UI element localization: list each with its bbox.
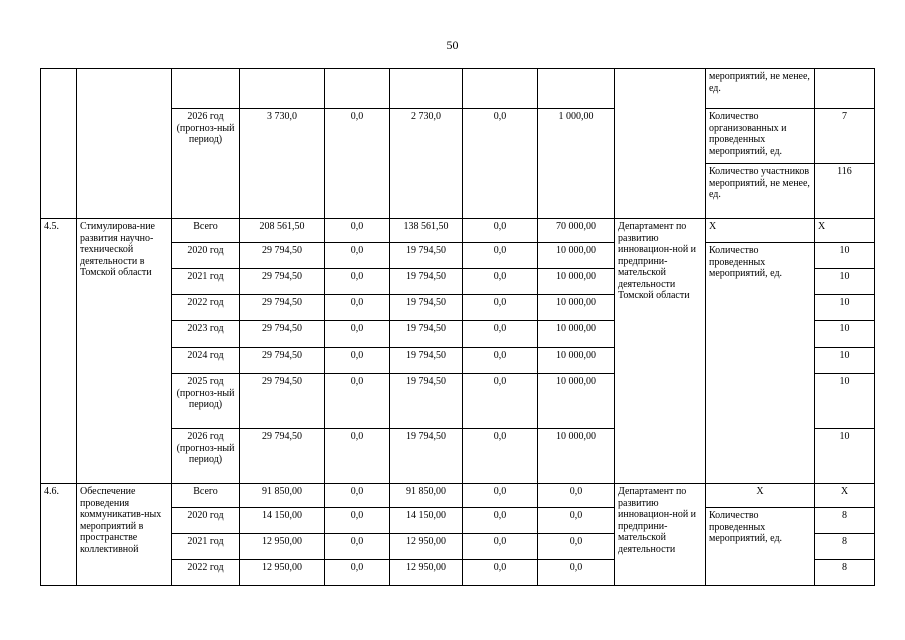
indicator-value: X: [815, 219, 875, 243]
indicator-cell: Количество проведенных мероприятий, ед.: [706, 508, 815, 586]
value-cell: 208 561,50: [240, 219, 325, 243]
value-cell: 0,0: [463, 243, 538, 269]
value-cell: 0,0: [463, 109, 538, 219]
value-cell: 0,0: [325, 243, 390, 269]
value-cell: 0,0: [463, 348, 538, 374]
section-name: Обеспечение проведения коммуникатив-ных мероприятий в пространстве коллективной: [77, 484, 172, 586]
value-cell: 91 850,00: [390, 484, 463, 508]
value-cell: 0,0: [463, 534, 538, 560]
value-cell: 0,0: [463, 508, 538, 534]
value-cell: 0,0: [463, 374, 538, 429]
value-cell: 14 150,00: [390, 508, 463, 534]
period-cell: 2026 год (прогноз-ный период): [172, 429, 240, 484]
indicator-value: 7: [815, 109, 875, 164]
value-cell: 0,0: [538, 484, 615, 508]
indicator-cell: Количество организованных и проведенных мероприятий, ед.: [706, 109, 815, 164]
value-cell: 0,0: [463, 321, 538, 348]
period-cell: 2024 год: [172, 348, 240, 374]
period-cell: 2020 год: [172, 243, 240, 269]
value-cell: 0,0: [325, 374, 390, 429]
value-cell: 19 794,50: [390, 243, 463, 269]
indicator-value: 10: [815, 348, 875, 374]
value-cell: 19 794,50: [390, 321, 463, 348]
value-cell: 29 794,50: [240, 374, 325, 429]
value-cell: 12 950,00: [390, 534, 463, 560]
indicator-value: X: [815, 484, 875, 508]
value-cell: 0,0: [325, 560, 390, 586]
value-cell: 10 000,00: [538, 243, 615, 269]
value-cell: 0,0: [325, 508, 390, 534]
indicator-value: 8: [815, 560, 875, 586]
period-cell: 2022 год: [172, 295, 240, 321]
value-cell: 29 794,50: [240, 243, 325, 269]
value-cell: 10 000,00: [538, 374, 615, 429]
indicator-cell: X: [706, 484, 815, 508]
indicator-value: 10: [815, 374, 875, 429]
period-cell: 2021 год: [172, 269, 240, 295]
period-cell: 2025 год (прогноз-ный период): [172, 374, 240, 429]
table-row: [41, 109, 875, 164]
indicator-cell: Количество участников мероприятий, не менее, ед.: [706, 164, 815, 219]
value-cell: 10 000,00: [538, 269, 615, 295]
value-cell: 19 794,50: [390, 269, 463, 295]
section-name: Стимулирова-ние развития научно-технической деятельности в Томской области: [77, 219, 172, 484]
section-number: 4.5.: [41, 219, 77, 484]
value-cell: 29 794,50: [240, 269, 325, 295]
value-cell: 10 000,00: [538, 429, 615, 484]
value-cell: 0,0: [463, 295, 538, 321]
value-cell: 0,0: [463, 269, 538, 295]
value-cell: 0,0: [325, 429, 390, 484]
value-cell: 19 794,50: [390, 374, 463, 429]
value-cell: 0,0: [463, 429, 538, 484]
indicator-value: 8: [815, 508, 875, 534]
value-cell: 29 794,50: [240, 348, 325, 374]
value-cell: 91 850,00: [240, 484, 325, 508]
value-cell: 138 561,50: [390, 219, 463, 243]
value-cell: 29 794,50: [240, 295, 325, 321]
value-cell: 10 000,00: [538, 295, 615, 321]
value-cell: 0,0: [325, 109, 390, 219]
program-table: [40, 68, 875, 586]
value-cell: 19 794,50: [390, 348, 463, 374]
period-cell: 2022 год: [172, 560, 240, 586]
period-cell: Всего: [172, 219, 240, 243]
value-cell: 14 150,00: [240, 508, 325, 534]
period-cell: 2020 год: [172, 508, 240, 534]
indicator-cell: Количество проведенных мероприятий, ед.: [706, 243, 815, 484]
value-cell: 0,0: [325, 321, 390, 348]
indicator-value: 8: [815, 534, 875, 560]
department-cell: Департамент по развитию инновацион-ной и предприни-мательской деятельности: [615, 484, 706, 586]
value-cell: 19 794,50: [390, 295, 463, 321]
period-cell: 2023 год: [172, 321, 240, 348]
indicator-cell: X: [706, 219, 815, 243]
value-cell: 0,0: [463, 219, 538, 243]
value-cell: 12 950,00: [240, 534, 325, 560]
table-row: [41, 219, 875, 243]
value-cell: 0,0: [325, 269, 390, 295]
table-row: [41, 484, 875, 508]
value-cell: 1 000,00: [538, 109, 615, 219]
value-cell: 0,0: [325, 295, 390, 321]
value-cell: 3 730,0: [240, 109, 325, 219]
indicator-cell: мероприятий, не менее, ед.: [706, 69, 815, 109]
value-cell: 0,0: [538, 534, 615, 560]
indicator-value: 10: [815, 243, 875, 269]
value-cell: 2 730,0: [390, 109, 463, 219]
period-cell: 2026 год (прогноз-ный период): [172, 109, 240, 219]
section-number: 4.6.: [41, 484, 77, 586]
value-cell: 12 950,00: [240, 560, 325, 586]
period-cell: 2021 год: [172, 534, 240, 560]
value-cell: 10 000,00: [538, 348, 615, 374]
indicator-value: 10: [815, 321, 875, 348]
period-cell: Всего: [172, 484, 240, 508]
value-cell: 0,0: [325, 348, 390, 374]
value-cell: 0,0: [325, 219, 390, 243]
value-cell: 10 000,00: [538, 321, 615, 348]
value-cell: 12 950,00: [390, 560, 463, 586]
value-cell: 29 794,50: [240, 429, 325, 484]
value-cell: 0,0: [463, 484, 538, 508]
value-cell: 70 000,00: [538, 219, 615, 243]
value-cell: 0,0: [325, 534, 390, 560]
value-cell: 0,0: [463, 560, 538, 586]
indicator-value: 10: [815, 429, 875, 484]
table-row: [41, 69, 875, 109]
value-cell: 0,0: [325, 484, 390, 508]
indicator-value: 10: [815, 295, 875, 321]
department-cell: Департамент по развитию инновацион-ной и предприни-мательской деятельности Томской области: [615, 219, 706, 484]
value-cell: 29 794,50: [240, 321, 325, 348]
page-number: 50: [446, 38, 459, 52]
indicator-value: 10: [815, 269, 875, 295]
indicator-value: 116: [815, 164, 875, 219]
value-cell: 19 794,50: [390, 429, 463, 484]
value-cell: 0,0: [538, 508, 615, 534]
value-cell: 0,0: [538, 560, 615, 586]
